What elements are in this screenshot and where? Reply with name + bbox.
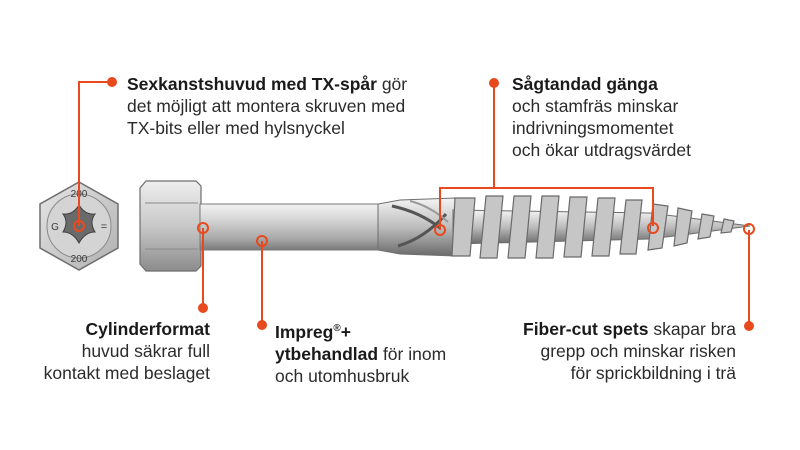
callout-saw-thread: [512, 73, 691, 161]
dot-imp-start: [257, 320, 267, 330]
callout-impreg-coating: [275, 318, 446, 387]
callout-fiber-cut-tip: [440, 318, 736, 384]
callout-imp-title2: ytbehandlad: [275, 344, 379, 364]
callout-cyl-line3: kontakt med beslaget: [43, 363, 210, 383]
callout-fiber-line2: grepp och minskar risken: [540, 341, 736, 361]
callout-hex-line3: TX-bits eller med hylsnyckel: [127, 118, 345, 138]
head-mark-bottom: 200: [70, 254, 88, 265]
callout-hex-head: [127, 73, 407, 139]
dot-fiber-start: [744, 321, 754, 331]
head-mark-left: G: [51, 222, 59, 233]
callout-saw-line4: och ökar utdragsvärdet: [512, 140, 691, 160]
callout-saw-line3: indrivningsmomentet: [512, 118, 674, 138]
head-mark-top: 200: [70, 189, 88, 200]
callout-imp-rest2: för inom: [378, 344, 447, 364]
callout-cyl-title: Cylinderformat: [85, 319, 210, 339]
screw-head: [140, 181, 201, 271]
registered-mark: ®: [333, 323, 341, 334]
callout-saw-line2: och stamfräs minskar: [512, 96, 679, 116]
callout-imp-plus: +: [340, 322, 351, 342]
callout-fiber-title: Fiber-cut spets: [523, 319, 649, 339]
callout-fiber-line3: för sprickbildning i trä: [570, 363, 736, 383]
callout-hex-title-rest: gör: [376, 74, 408, 94]
callout-hex-title: Sexkanstshuvud med TX-spår: [127, 74, 377, 94]
callout-hex-line2: det möjligt att montera skruven med: [127, 96, 406, 116]
callout-imp-line3: och utomhusbruk: [275, 366, 410, 386]
callout-cyl-line2: huvud säkrar full: [81, 341, 210, 361]
dot-saw-start: [489, 78, 499, 88]
head-mark-right: =: [100, 221, 108, 233]
callout-imp-title: Impreg: [275, 322, 334, 342]
callout-cylinder-head: [40, 318, 210, 384]
callout-fiber-title-rest: skapar bra: [648, 319, 736, 339]
dot-hex-start: [107, 77, 117, 87]
dot-cyl-start: [198, 303, 208, 313]
screw-shank: [200, 204, 380, 250]
callout-saw-title: Sågtandad gänga: [512, 74, 658, 94]
